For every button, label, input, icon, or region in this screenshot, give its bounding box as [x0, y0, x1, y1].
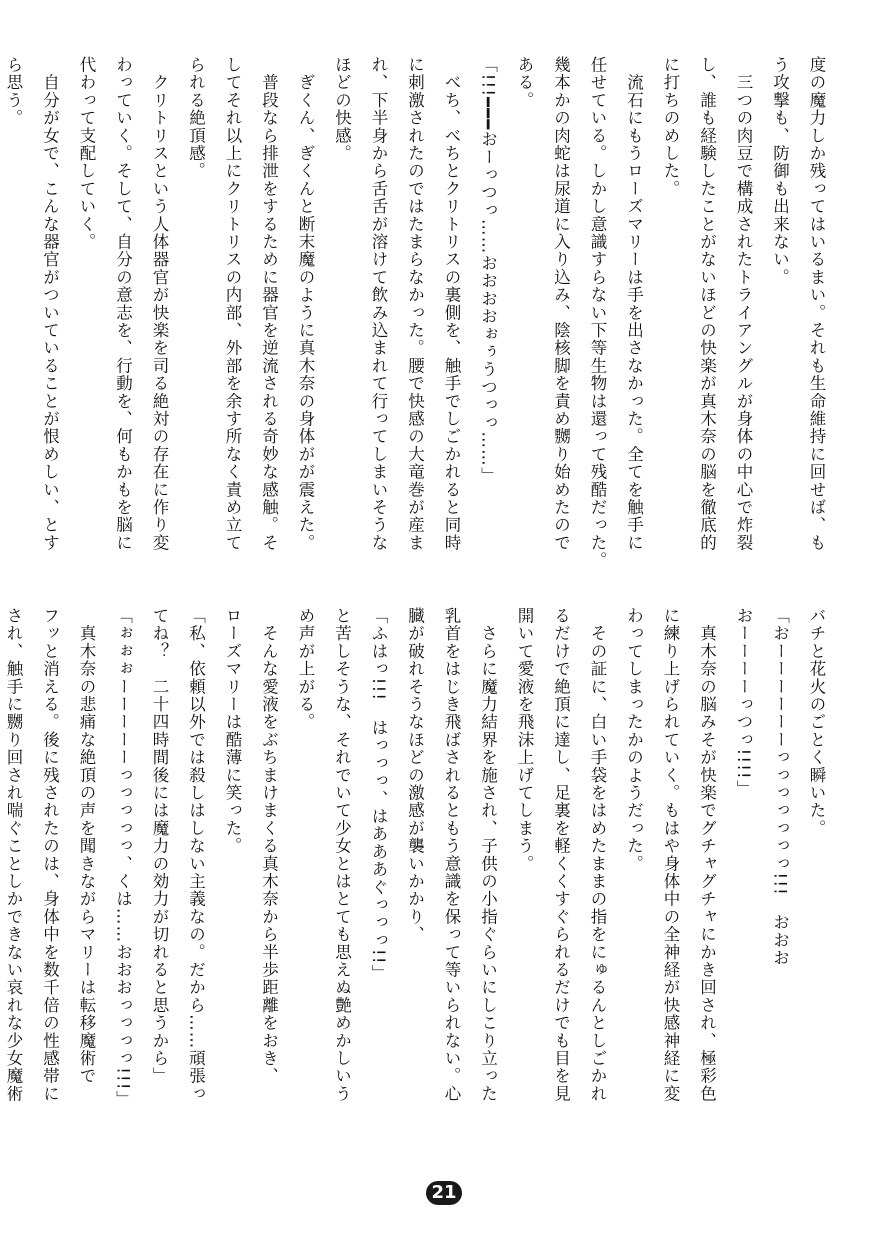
text-line: う攻撃も、防御も出来ない。 [770, 56, 790, 287]
text-line: られる絶頂感。 [186, 56, 206, 180]
text-line: 臓が破れそうなほどの激感が襲いかかり、 [405, 607, 425, 944]
text-line: され、触手に嬲り回され喘ぐことしかできない哀れな少女魔術 [4, 607, 23, 1103]
text-line: 開いて愛液を飛沫上げてしまう。 [515, 607, 534, 873]
text-line: さらに魔力結界を施され、子供の小指ぐらいにしこり立った [478, 607, 498, 1103]
text-line: そんな愛液をぶちまけまくる真木奈から半歩距離をおき、 [259, 607, 279, 1085]
text-line: 「おーーーーーーっっっっっっっ!!! おおお [770, 607, 790, 967]
text-line: ローズマリーは酷薄に笑った。 [223, 607, 242, 855]
text-line: め声が上がる。 [296, 607, 315, 731]
text-line: れ、下半身から舌舌が溶けて飲み込まれて行ってしまいそうな [369, 56, 388, 552]
text-line: 度の魔力しか残ってはいるまい。それも生命維持に回せば、も [807, 56, 826, 552]
text-line: に打ちのめした。 [661, 56, 680, 198]
page-number: 21 [426, 1181, 462, 1205]
text-line: 「!!!━━━おーっつっ……おおおおぉぅうつっっ……」 [478, 56, 498, 485]
text-line: に刺激されたのではたまらなかった。腰で快感の大竜巻が産ま [405, 56, 425, 552]
text-line: おーーーーっつっ!!!!」 [734, 607, 753, 798]
text-line: し、誰も経験したことがないほどの快楽が真木奈の脳を徹底的 [697, 56, 717, 552]
top-text-block [0, 56, 834, 606]
text-line: 三つの肉豆で構成されたトライアングルが身体の中心で炸裂 [734, 56, 753, 552]
text-line: べち、べちとクリトリスの裏側を、触手でしごかれると同時 [442, 56, 461, 552]
text-line: 代わって支配していく。 [77, 56, 96, 251]
text-line: 「ぉぉぉーーーーーっっっっっ、くは……おおおっっっっ!!!」 [113, 607, 133, 1109]
text-line: ら思う。 [4, 56, 23, 127]
text-line: 真木奈の脳みそが快楽でグチャグチャにかき回され、極彩色 [697, 607, 717, 1103]
text-line: 「私、依頼以外では殺しはしない主義なの。だから……頑張っ [186, 607, 206, 1103]
text-line: ある。 [515, 56, 534, 110]
text-line: フッと消える。後に残されたのは、身体中を数千倍の性感帯に [40, 607, 60, 1103]
text-line: 真木奈の悲痛な絶頂の声を聞きながらマリーは転移魔術で [77, 607, 96, 1085]
text-line: に練り上げられていく。もはや身体中の全神経が快感神経に変 [661, 607, 680, 1103]
text-line: 流石にもうローズマリーは手を出さなかった。全てを触手に [624, 56, 644, 552]
text-line: てね？ 二十四時間後には魔力の効力が切れると思うから」 [150, 607, 169, 1085]
bottom-text-block [0, 607, 834, 1167]
text-line: わってしまったかのようだった。 [624, 607, 644, 873]
text-line: 普段なら排泄をするために器官を逆流される奇妙な感触。そ [259, 56, 279, 552]
text-line: 任せている。しかし意識すらない下等生物は還って残酷だった。 [588, 56, 607, 570]
text-line: 「ふはっ!!! はっっっ、はあああぐっっっ!!」 [369, 607, 388, 983]
text-line: 幾本かの肉蛇は尿道に入り込み、陰核脚を責め嬲り始めたので [551, 56, 571, 552]
text-line: わっていく。そして、自分の意志を、行動を、何もかもを脳に [113, 56, 133, 552]
text-line: と苦しそうな、それでいて少女とはとても思えぬ艶めかしいう [332, 607, 352, 1103]
text-line: バチと花火のごとく瞬いた。 [807, 607, 826, 838]
text-line: 乳首をはじき飛ばされるともう意識を保って等いられない。心 [442, 607, 461, 1103]
text-line: ほどの快感。 [332, 56, 352, 163]
text-line: その証に、白い手袋をはめたままの指をにゅるんとしごかれ [588, 607, 607, 1103]
text-line: ぎくん、ぎくんと断末魔のように真木奈の身体がが震えた。 [296, 56, 315, 552]
text-line: してそれ以上にクリトリスの内部、外部を余す所なく責め立て [223, 56, 242, 552]
text-line: クリトリスという人体器官が快楽を司る絶対の存在に作り変 [150, 56, 169, 552]
text-line: 自分が女で、こんな器官がついていることが恨めしい、とす [40, 56, 60, 552]
text-line: るだけで絶頂に達し、足裏を軽くくすぐられるだけでも目を見 [551, 607, 571, 1103]
